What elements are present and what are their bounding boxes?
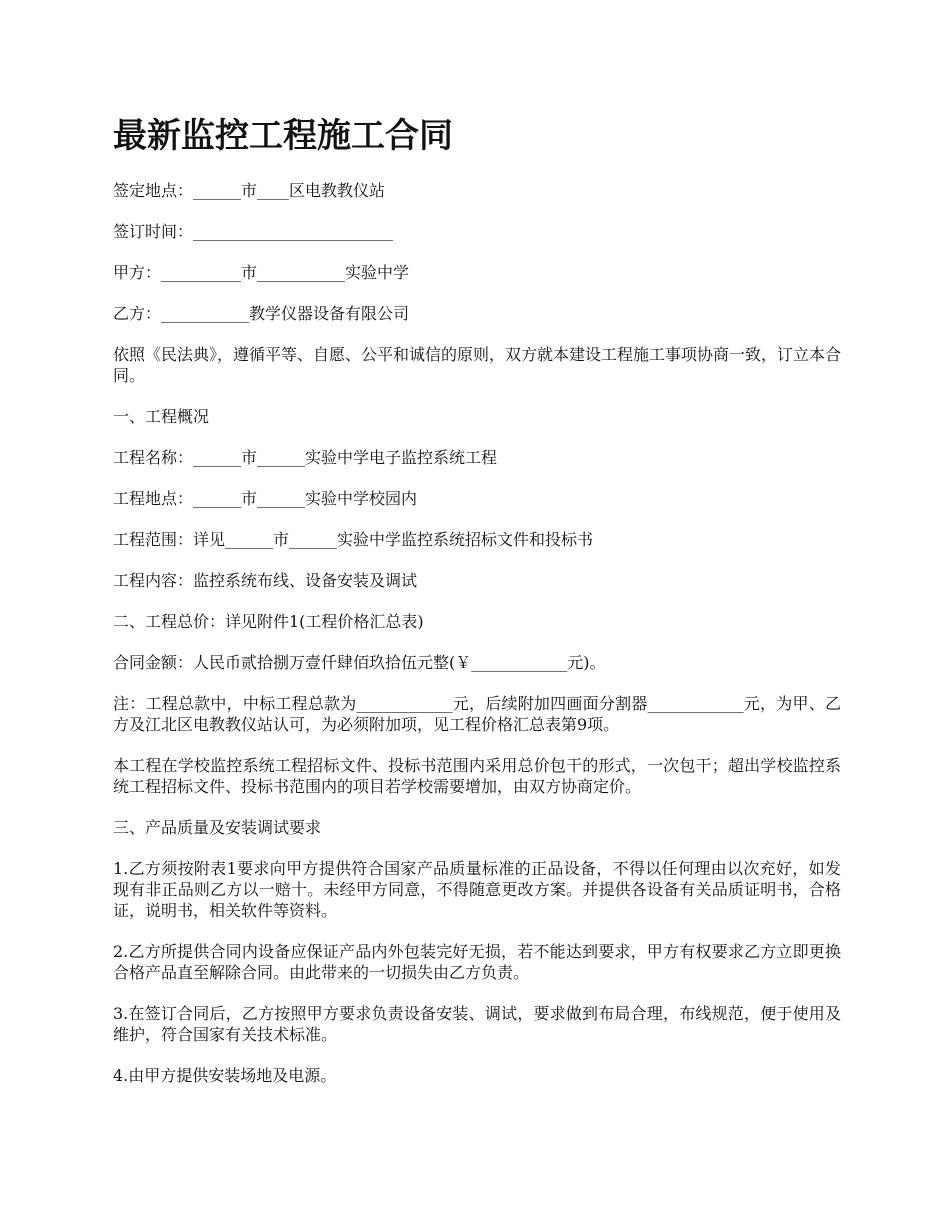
price-note: 注：工程总款中，中标工程总款为____________元，后续附加四画面分割器____________元，为甲、乙方及江北区电教教仪站认可，为必须附加项，见工程价格汇总表第9项。	[113, 694, 841, 734]
clause-2: 2.乙方所提供合同内设备应保证产品内外包装完好无损，若不能达到要求，甲方有权要求乙方立即更换合格产品直至解除合同。由此带来的一切损失由乙方负责。	[113, 942, 841, 982]
lump-sum-clause: 本工程在学校监控系统工程招标文件、投标书范围内采用总价包干的形式，一次包干；超出学校监控系统工程招标文件、投标书范围内的项目若学校需要增加，由双方协商定价。	[113, 756, 841, 796]
clause-3: 3.在签订合同后，乙方按照甲方要求负责设备安装、调试，要求做到布局合理，布线规范，便于使用及维护，符合国家有关技术标准。	[113, 1004, 841, 1044]
preamble: 依照《民法典》，遵循平等、自愿、公平和诚信的原则，双方就本建设工程施工事项协商一致，订立本合同。	[113, 345, 842, 385]
project-name: 工程名称：______市______实验中学电子监控系统工程	[113, 448, 498, 467]
project-content: 工程内容：监控系统布线、设备安装及调试	[113, 571, 418, 590]
party-b: 乙方：___________教学仪器设备有限公司	[113, 304, 410, 323]
section-heading-overview: 一、工程概况	[113, 407, 210, 426]
signing-date: 签订时间：_________________________	[113, 222, 394, 241]
clause-1: 1.乙方须按附表1要求向甲方提供符合国家产品质量标准的正品设备，不得以任何理由以次充好，如发现有非正品则乙方以一赔十。未经甲方同意，不得随意更改方案。并提供各设备有关品质证明书，合格证，说明书，相关软件等资料。	[113, 859, 841, 920]
section-heading-quality: 三、产品质量及安装调试要求	[113, 818, 322, 837]
document-page	[113, 112, 841, 1106]
signing-location: 签定地点：______市____区电教教仪站	[113, 181, 386, 200]
document-title: 最新监控工程施工合同	[113, 116, 453, 156]
party-a: 甲方：__________市___________实验中学	[113, 263, 410, 282]
contract-amount: 合同金额：人民币贰拾捌万壹仟肆佰玖拾伍元整(￥____________元)。	[113, 653, 606, 672]
clause-4: 4.由甲方提供安装场地及电源。	[113, 1066, 337, 1085]
project-scope: 工程范围：详见______市______实验中学监控系统招标文件和投标书	[113, 530, 594, 549]
section-heading-total-price: 二、工程总价：详见附件1(工程价格汇总表)	[113, 612, 424, 631]
project-location: 工程地点：______市______实验中学校园内	[113, 489, 418, 508]
